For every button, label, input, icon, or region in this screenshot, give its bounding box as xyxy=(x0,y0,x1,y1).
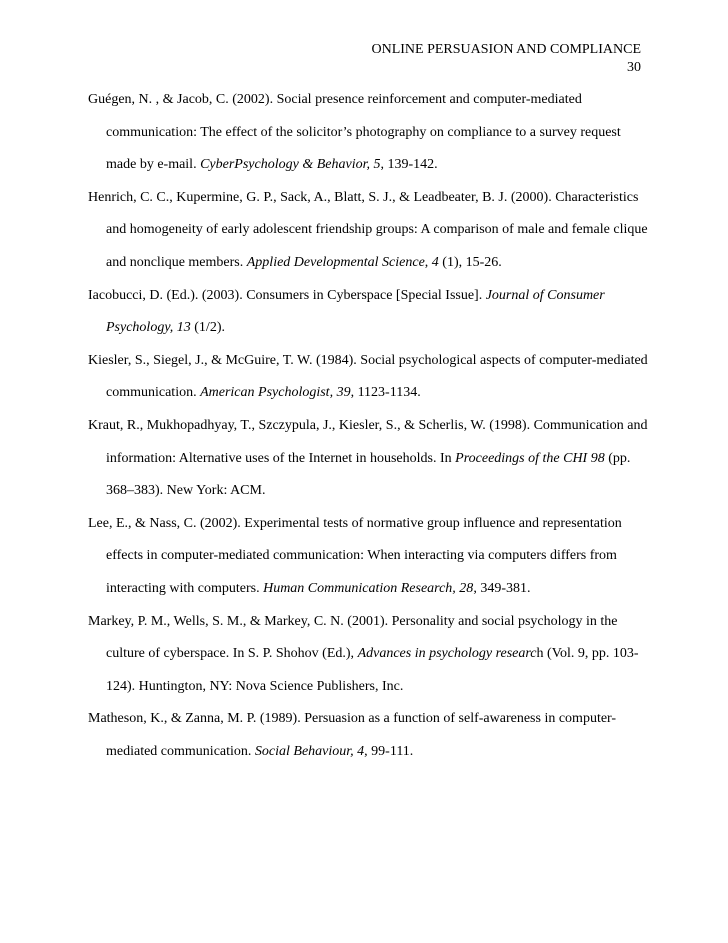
reference-list xyxy=(88,84,648,768)
reference-text: , 1123-1134. xyxy=(350,385,421,401)
reference-text: (pp. 368–383). New York: ACM. xyxy=(106,450,631,499)
reference-text: Kraut, R., Mukhopadhyay, T., Szczypula, J., Kiesler, S., & Scherlis, W. (1998). Communication and information: Alternative uses of the Internet in households. In xyxy=(88,417,648,466)
reference-italic-text: Advances in psychology researc xyxy=(357,646,537,662)
reference-text: , xyxy=(424,254,432,270)
reference-text: Guégen, N. , & Jacob, C. (2002). Social presence reinforcement and computer-mediated communication: The effect of the solicitor’s photography on compliance to a survey request made by e-mail. xyxy=(88,92,621,173)
reference-italic-text: CyberPsychology & Behavior, 5 xyxy=(200,157,381,173)
running-head-title: ONLINE PERSUASION AND COMPLIANCE xyxy=(371,42,641,57)
reference-text: , 139-142. xyxy=(380,157,438,173)
reference-italic-text: Applied Developmental Science xyxy=(246,254,425,270)
reference-text: Markey, P. M., Wells, S. M., & Markey, C. N. (2001). Personality and social psychology in the culture of cyberspace. In S. P. Shohov (Ed.), xyxy=(88,613,618,662)
reference-entry xyxy=(88,606,648,704)
reference-text: h (Vol. 9, pp. 103-124). Huntington, NY: Nova Science Publishers, Inc. xyxy=(106,646,639,694)
reference-text: Matheson, K., & Zanna, M. P. (1989). Persuasion as a function of self-awareness in computer-mediated communication. xyxy=(88,711,617,759)
reference-text: (1), 15-26. xyxy=(438,254,502,270)
page-number: 30 xyxy=(627,60,641,75)
reference-text: , 99-111. xyxy=(364,743,414,759)
reference-entry xyxy=(88,280,648,345)
reference-text: , 349-381. xyxy=(473,580,531,596)
reference-text: (1/2). xyxy=(190,320,225,336)
reference-text: Lee, E., & Nass, C. (2002). Experimental tests of normative group influence and representation effects in computer-mediated communication: When interacting via computers differs from interacting with computers. xyxy=(88,515,622,596)
reference-text: Iacobucci, D. (Ed.). (2003). Consumers in Cyberspace [Special Issue]. xyxy=(88,287,486,303)
reference-italic-text: Human Communication Research, 28 xyxy=(263,580,474,596)
reference-entry xyxy=(88,182,648,280)
reference-italic-text: Proceedings of the CHI 98 xyxy=(455,450,605,466)
reference-entry xyxy=(88,345,648,410)
reference-entry xyxy=(88,508,648,606)
reference-entry xyxy=(88,410,648,508)
reference-italic-text: 4 xyxy=(431,254,439,270)
running-head xyxy=(221,41,641,77)
reference-text: Kiesler, S., Siegel, J., & McGuire, T. W. (1984). Social psychological aspects of computer-mediated communication. xyxy=(88,352,648,401)
reference-entry xyxy=(88,84,648,182)
reference-italic-text: Social Behaviour, 4 xyxy=(254,743,365,759)
reference-text: Henrich, C. C., Kupermine, G. P., Sack, A., Blatt, S. J., & Leadbeater, B. J. (2000). Characteristics and homogeneity of early adolescent friendship groups: A comparison of male and female clique and nonclique members. xyxy=(88,189,648,270)
reference-italic-text: Journal of Consumer Psychology, 13 xyxy=(106,287,605,336)
reference-italic-text: American Psychologist, 39 xyxy=(200,385,351,401)
reference-entry xyxy=(88,703,648,768)
